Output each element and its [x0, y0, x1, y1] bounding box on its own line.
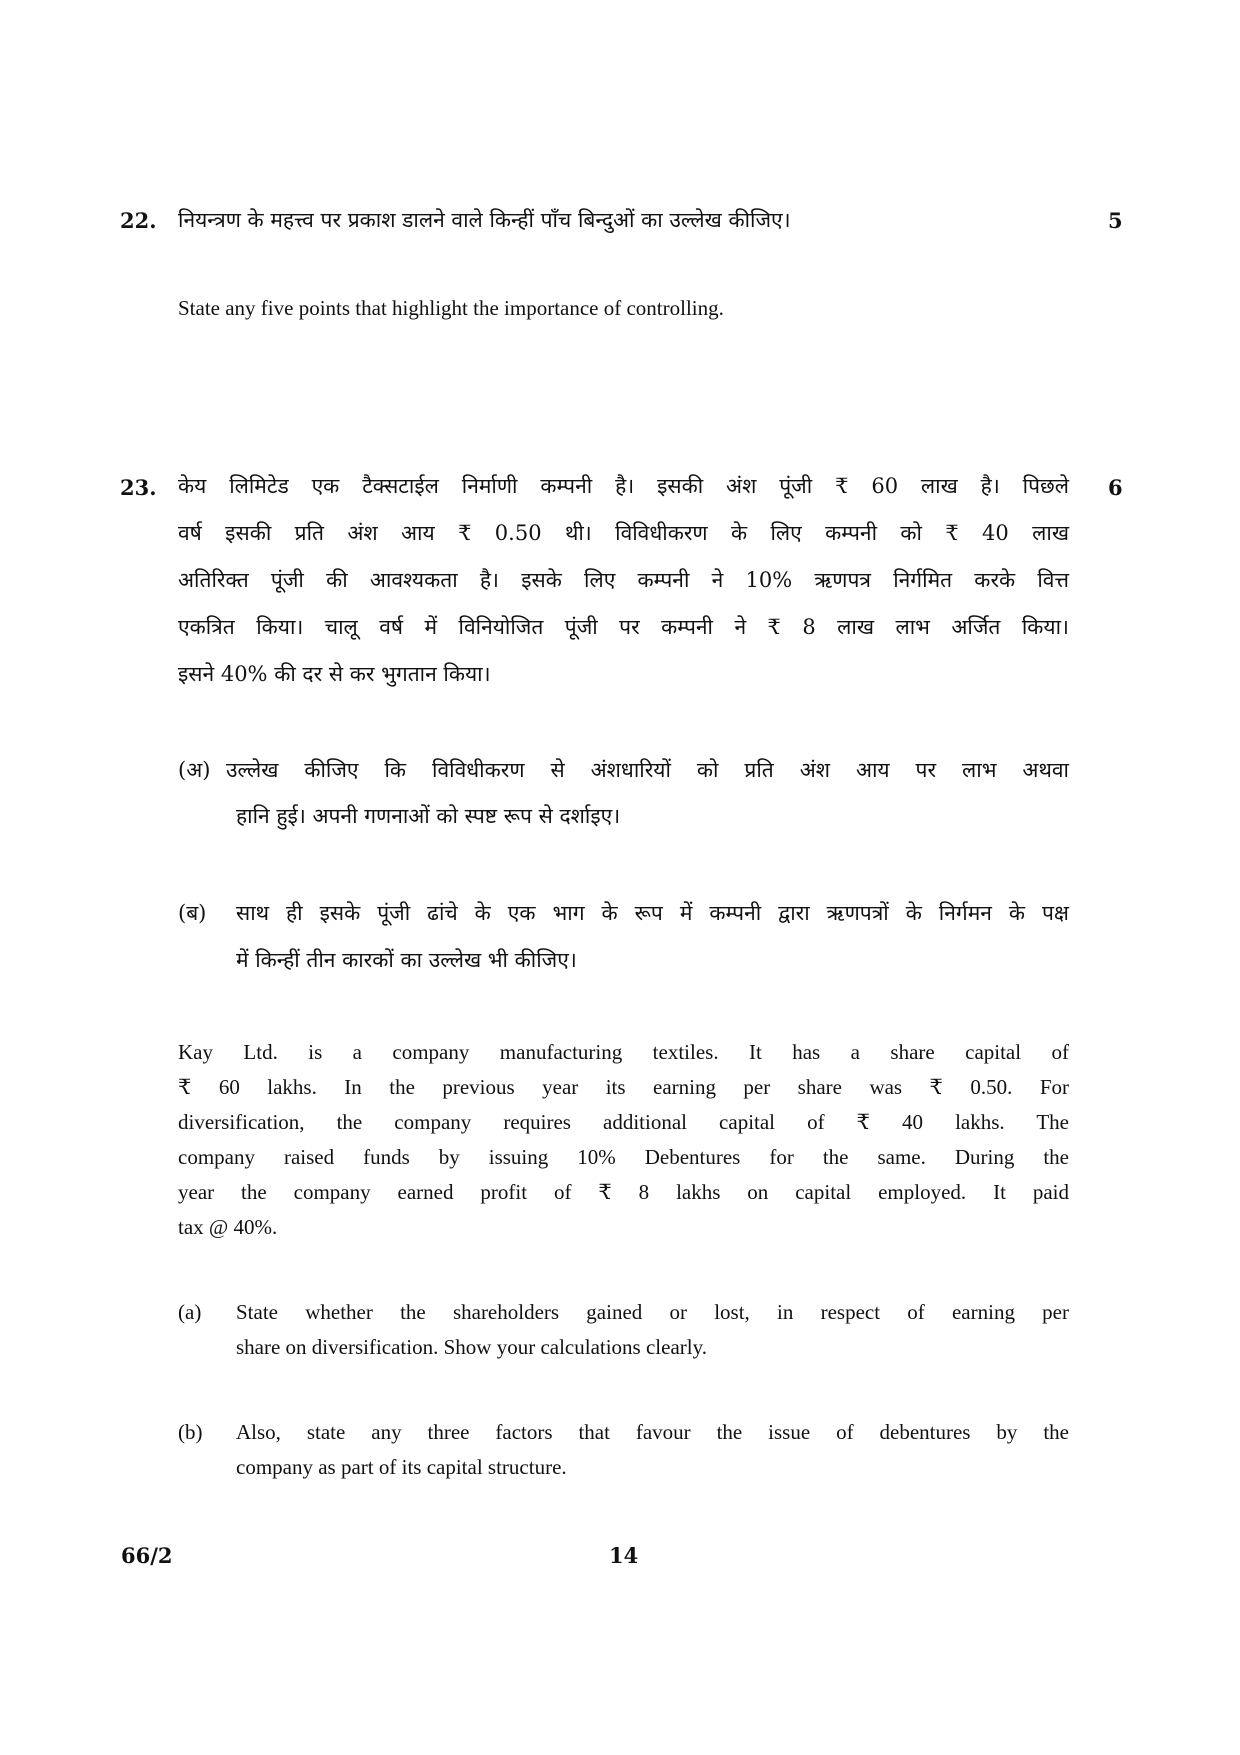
part-label: (ब) [178, 901, 207, 925]
question-22-marks: 5 [1108, 208, 1123, 233]
question-22-number: 22. [120, 208, 157, 233]
text-line: इसने 40% की दर से कर भुगतान किया। [178, 662, 491, 686]
text-line: में किन्हीं तीन कारकों का उल्लेख भी कीजिए। [236, 948, 577, 972]
question-23-marks: 6 [1108, 475, 1123, 500]
part-label: (b) [178, 1420, 203, 1444]
text-line: अतिरिक्त पूंजी की आवश्यकता है। इसके लिए कम्पनी ने 10% ऋणपत्र निर्गमित करके वित्त [178, 568, 1069, 592]
paper-code: 66/2 [121, 1543, 173, 1568]
text-line: उल्लेख कीजिए कि विविधीकरण से अंशधारियों को प्रति अंश आय पर लाभ अथवा [226, 758, 1069, 782]
text-line: साथ ही इसके पूंजी ढांचे के एक भाग के रूप में कम्पनी द्वारा ऋणपत्रों के निर्गमन के पक्ष [236, 901, 1069, 925]
text-line: हानि हुई। अपनी गणनाओं को स्पष्ट रूप से दर्शाइए। [236, 804, 621, 828]
text-line: ₹ 60 lakhs. In the previous year its earning per share was ₹ 0.50. For [178, 1075, 1069, 1099]
text-line: वर्ष इसकी प्रति अंश आय ₹ 0.50 थी। विविधीकरण के लिए कम्पनी को ₹ 40 लाख [178, 521, 1069, 545]
question-22-hindi: नियन्त्रण के महत्त्व पर प्रकाश डालने वाले किन्हीं पाँच बिन्दुओं का उल्लेख कीजिए। [178, 208, 791, 232]
part-label: (अ) [178, 758, 211, 782]
part-label: (a) [178, 1300, 202, 1324]
text-line: diversification, the company requires additional capital of ₹ 40 lakhs. The [178, 1110, 1069, 1134]
text-line: company as part of its capital structure. [236, 1455, 567, 1479]
question-23-number: 23. [120, 475, 157, 500]
text-line: Kay Ltd. is a company manufacturing textiles. It has a share capital of [178, 1040, 1069, 1064]
text-line: Also, state any three factors that favour the issue of debentures by the [236, 1420, 1069, 1444]
text-line: एकत्रित किया। चालू वर्ष में विनियोजित पूंजी पर कम्पनी ने ₹ 8 लाख लाभ अर्जित किया। [178, 615, 1069, 639]
text-line: tax @ 40%. [178, 1215, 278, 1239]
text-line: share on diversification. Show your calculations clearly. [236, 1335, 707, 1359]
page-number: 14 [609, 1543, 639, 1568]
text-line: State whether the shareholders gained or lost, in respect of earning per [236, 1300, 1069, 1324]
text-line: केय लिमिटेड एक टैक्सटाईल निर्माणी कम्पनी है। इसकी अंश पूंजी ₹ 60 लाख है। पिछले [178, 474, 1069, 498]
text-line: company raised funds by issuing 10% Debentures for the same. During the [178, 1145, 1069, 1169]
question-22-english: State any five points that highlight the importance of controlling. [178, 296, 724, 320]
text-line: year the company earned profit of ₹ 8 lakhs on capital employed. It paid [178, 1180, 1069, 1204]
